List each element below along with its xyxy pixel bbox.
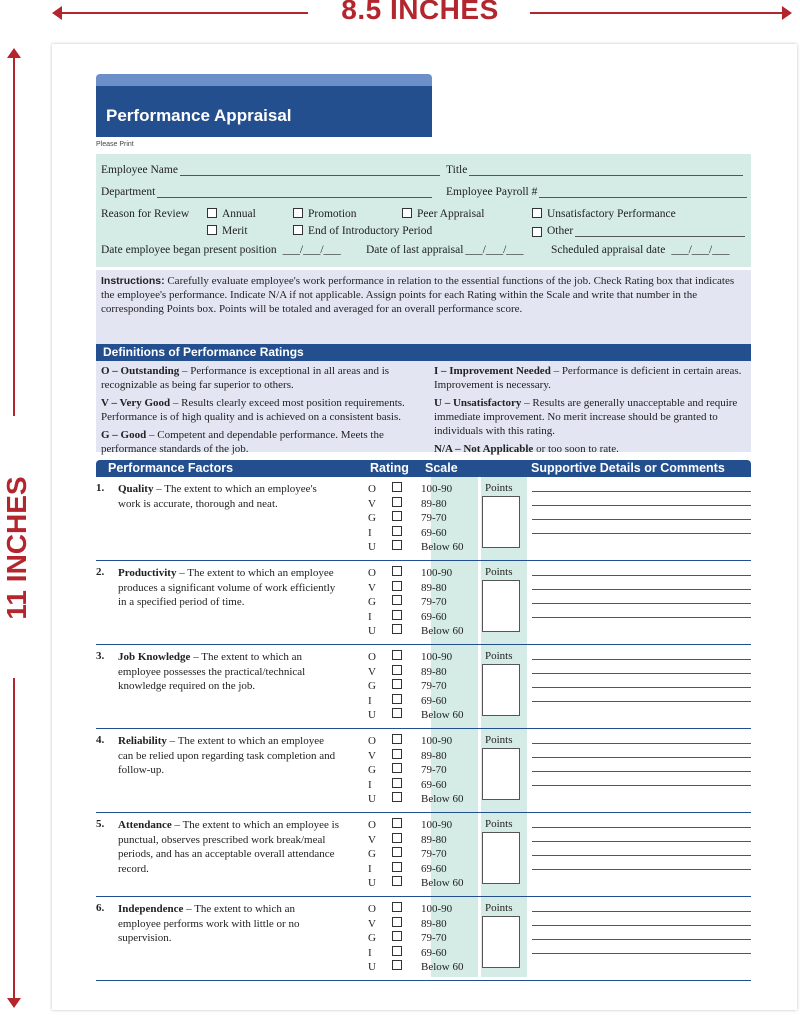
points-input-box[interactable]: [482, 580, 520, 632]
rating-letter: U: [368, 541, 376, 554]
checkbox[interactable]: [207, 208, 217, 218]
factor-name: Independence: [118, 903, 184, 915]
scale-value: 79-70: [421, 932, 447, 945]
scale-value: 89-80: [421, 497, 447, 510]
other-field[interactable]: [575, 225, 745, 237]
factor-text: – The extent to which an employee is punctual, observes prescribed work break/meal periods, and has an acceptable overall attendance record.: [118, 819, 339, 875]
rating-letter: O: [368, 735, 376, 747]
definitions-header: Definitions of Performance Ratings: [96, 344, 751, 361]
rating-letter: V: [368, 581, 376, 594]
reason-merit[interactable]: [207, 225, 248, 237]
scale-value: Below 60: [421, 793, 464, 806]
definitions-left-column: [101, 364, 411, 460]
points-input-box[interactable]: [482, 916, 520, 968]
rating-checkbox[interactable]: [392, 847, 402, 857]
factor-table-header: [96, 460, 751, 477]
rating-checkbox[interactable]: [392, 650, 402, 660]
factor-number: 4.: [96, 734, 105, 746]
scale-value: 100-90: [421, 903, 453, 915]
rating-letter: G: [368, 596, 376, 609]
rating-checkbox[interactable]: [392, 734, 402, 744]
checkbox[interactable]: [532, 208, 542, 218]
rating-checkbox[interactable]: [392, 946, 402, 956]
factor-text: – The extent to which an employee possesses the practical/technical knowledge required on the job.: [118, 651, 306, 692]
date-began-field[interactable]: ___/___/___: [282, 244, 341, 256]
reason-merit-label: Merit: [222, 225, 248, 237]
factor-description: [118, 566, 340, 610]
definition-very-good: V – Very Good – Results clearly exceed most position requirements. Performance is of high quality and is achieved on a consistent basis.: [101, 397, 405, 423]
rating-letter: V: [368, 833, 376, 846]
instructions-text: [101, 274, 746, 316]
scale-value: 89-80: [421, 917, 447, 930]
rating-checkboxes: [392, 734, 402, 807]
points-input-box[interactable]: [482, 832, 520, 884]
comment-line[interactable]: [532, 687, 751, 688]
dimension-line: [13, 678, 15, 1000]
rating-checkboxes: [392, 650, 402, 723]
rating-checkbox[interactable]: [392, 917, 402, 927]
factor-number: 5.: [96, 818, 105, 830]
factor-number: 6.: [96, 902, 105, 914]
rating-checkbox[interactable]: [392, 931, 402, 941]
scale-value: 79-70: [421, 596, 447, 609]
rating-checkbox[interactable]: [392, 694, 402, 704]
rating-checkbox[interactable]: [392, 792, 402, 802]
rating-letter: O: [368, 651, 376, 663]
points-input-box[interactable]: [482, 664, 520, 716]
scale-value: 79-70: [421, 680, 447, 693]
instructions-body: Carefully evaluate employee's work performance in relation to the essential functions of the job. Check Rating box that indicates the employee's performance. Indicate N/A if not applicable. Assign points for each Rating within the Scale and write that number in the corresponding Points box. Points will be totaled and averaged for an overall performance score.: [101, 275, 735, 315]
dimension-line: [13, 56, 15, 416]
rating-checkbox[interactable]: [392, 581, 402, 591]
width-label: 8.5 INCHES: [341, 0, 499, 25]
instructions-label: Instructions:: [101, 275, 165, 287]
rating-letter: O: [368, 819, 376, 831]
scale-value: 100-90: [421, 651, 453, 663]
reason-annual[interactable]: [207, 208, 256, 220]
scale-value: 100-90: [421, 483, 453, 495]
comment-line[interactable]: [532, 841, 751, 842]
rating-checkbox[interactable]: [392, 624, 402, 634]
rating-checkbox[interactable]: [392, 862, 402, 872]
employee-name-label: Employee Name: [101, 164, 178, 176]
scale-value: 100-90: [421, 567, 453, 579]
reason-annual-label: Annual: [222, 208, 256, 220]
points-input-box[interactable]: [482, 748, 520, 800]
dimension-line: [58, 12, 308, 14]
factor-text: – The extent to which an employee produces a significant volume of work efficiently in a specified period of time.: [118, 567, 336, 608]
rating-letters: [368, 566, 376, 639]
scale-value: Below 60: [421, 541, 464, 554]
rating-letters: [368, 818, 376, 891]
rating-letters: [368, 482, 376, 555]
factor-description: [118, 482, 340, 511]
factor-name: Attendance: [118, 819, 172, 831]
factor-number: 3.: [96, 650, 105, 662]
factor-number: 1.: [96, 482, 105, 494]
scale-value: Below 60: [421, 625, 464, 638]
rating-checkbox[interactable]: [392, 665, 402, 675]
arrow-down-icon: [7, 998, 21, 1008]
comment-line[interactable]: [532, 617, 751, 618]
employee-info-section: [96, 154, 751, 267]
rating-checkbox[interactable]: [392, 511, 402, 521]
title-label: Title: [446, 164, 468, 176]
header-rating: Rating: [370, 461, 409, 475]
rating-letter: G: [368, 680, 376, 693]
comment-line[interactable]: [532, 575, 751, 576]
factor-description: [118, 902, 340, 946]
rating-letter: U: [368, 709, 376, 722]
row-divider: [96, 980, 751, 981]
comment-line[interactable]: [532, 911, 751, 912]
header-scale: Scale: [425, 461, 458, 475]
scale-value: 69-60: [421, 694, 447, 707]
factor-description: [118, 650, 340, 694]
comment-line[interactable]: [532, 603, 751, 604]
header-comments: Supportive Details or Comments: [531, 461, 725, 475]
employee-name-field[interactable]: [180, 164, 440, 176]
factor-text: – The extent to which an employee can be relied upon regarding task completion and follow-up.: [118, 735, 336, 776]
height-dimension: [0, 48, 34, 1008]
comment-line[interactable]: [532, 659, 751, 660]
factor-name: Job Knowledge: [118, 651, 191, 663]
form-sheet: [52, 44, 797, 1010]
rating-checkbox[interactable]: [392, 778, 402, 788]
factor-row: [96, 729, 751, 813]
comment-line[interactable]: [532, 505, 751, 506]
rating-letter: I: [368, 526, 372, 539]
definition-unsatisfactory: U – Unsatisfactory – Results are generally unacceptable and require immediate improvement. No merit increase should be granted to individuals with this rating.: [434, 397, 738, 437]
factor-row: [96, 561, 751, 645]
height-label: 11 INCHES: [1, 476, 32, 620]
scale-values: [421, 902, 463, 975]
rating-letter: G: [368, 848, 376, 861]
reason-other-label: Other: [547, 225, 574, 237]
scale-value: 79-70: [421, 764, 447, 777]
comment-line[interactable]: [532, 855, 751, 856]
rating-checkboxes: [392, 818, 402, 891]
rating-letters: [368, 650, 376, 723]
definition-improvement-needed: I – Improvement Needed – Performance is deficient in certain areas. Improvement is necessary.: [434, 365, 742, 391]
reason-promotion[interactable]: [293, 208, 357, 220]
comment-line[interactable]: [532, 491, 751, 492]
reason-end-of-introductory[interactable]: [293, 225, 432, 237]
comment-line[interactable]: [532, 757, 751, 758]
points-label: Points: [485, 734, 513, 746]
comment-line[interactable]: [532, 589, 751, 590]
scale-value: 79-70: [421, 512, 447, 525]
comment-line[interactable]: [532, 785, 751, 786]
points-input-box[interactable]: [482, 496, 520, 548]
title-field[interactable]: [469, 164, 743, 176]
scale-value: 69-60: [421, 778, 447, 791]
comment-line[interactable]: [532, 953, 751, 954]
rating-checkbox[interactable]: [392, 833, 402, 843]
rating-letter: I: [368, 862, 372, 875]
reason-end-intro-label: End of Introductory Period: [308, 225, 433, 237]
rating-letter: O: [368, 903, 376, 915]
scale-values: [421, 650, 463, 723]
scale-value: Below 60: [421, 877, 464, 890]
rating-checkbox[interactable]: [392, 610, 402, 620]
checkbox[interactable]: [293, 225, 303, 235]
factor-name: Quality: [118, 483, 154, 495]
rating-letter: V: [368, 665, 376, 678]
comment-line[interactable]: [532, 827, 751, 828]
rating-letter: I: [368, 694, 372, 707]
rating-letter: V: [368, 497, 376, 510]
points-label: Points: [485, 818, 513, 830]
scale-value: 69-60: [421, 526, 447, 539]
last-appraisal-field[interactable]: ___/___/___: [465, 244, 524, 256]
department-label: Department: [101, 186, 156, 198]
rating-checkbox[interactable]: [392, 679, 402, 689]
reason-peer-label: Peer Appraisal: [417, 208, 485, 220]
scale-values: [421, 734, 463, 807]
comment-line[interactable]: [532, 673, 751, 674]
dimension-line: [530, 12, 786, 14]
factor-row: [96, 897, 751, 981]
rating-letter: I: [368, 946, 372, 959]
scale-value: 89-80: [421, 665, 447, 678]
factor-number: 2.: [96, 566, 105, 578]
definition-outstanding: O – Outstanding – Performance is exceptional in all areas and is recognizable as being far superior to others.: [101, 365, 390, 391]
factor-row: [96, 477, 751, 561]
rating-letter: O: [368, 567, 376, 579]
rating-checkboxes: [392, 482, 402, 555]
rating-checkbox[interactable]: [392, 482, 402, 492]
rating-letter: G: [368, 764, 376, 777]
scale-values: [421, 566, 463, 639]
comment-line[interactable]: [532, 939, 751, 940]
rating-letter: I: [368, 610, 372, 623]
rating-checkbox[interactable]: [392, 818, 402, 828]
rating-letter: G: [368, 512, 376, 525]
comment-line[interactable]: [532, 533, 751, 534]
rating-letter: O: [368, 483, 376, 495]
scale-value: 89-80: [421, 833, 447, 846]
rating-checkbox[interactable]: [392, 595, 402, 605]
factor-name: Reliability: [118, 735, 167, 747]
scale-value: Below 60: [421, 709, 464, 722]
reason-unsatisfactory[interactable]: [532, 208, 676, 220]
employee-name-row: [101, 164, 440, 176]
comment-line[interactable]: [532, 519, 751, 520]
reason-peer-appraisal[interactable]: [402, 208, 484, 220]
rating-checkbox[interactable]: [392, 708, 402, 718]
factor-row: [96, 645, 751, 729]
form-title: Performance Appraisal: [96, 86, 432, 137]
comment-line[interactable]: [532, 869, 751, 870]
rating-letter: V: [368, 917, 376, 930]
scale-value: 69-60: [421, 946, 447, 959]
scale-value: Below 60: [421, 961, 464, 974]
scale-value: 89-80: [421, 581, 447, 594]
factor-name: Productivity: [118, 567, 177, 579]
scale-value: 79-70: [421, 848, 447, 861]
date-began-label: Date employee began present position: [101, 244, 277, 256]
checkbox[interactable]: [207, 225, 217, 235]
please-print-note: Please Print: [96, 141, 134, 148]
header-performance-factors: Performance Factors: [108, 461, 234, 475]
rating-checkbox[interactable]: [392, 526, 402, 536]
checkbox[interactable]: [293, 208, 303, 218]
scheduled-date-label: Scheduled appraisal date: [551, 244, 666, 256]
scheduled-date-row: [551, 244, 729, 256]
points-label: Points: [485, 902, 513, 914]
rating-letter: G: [368, 932, 376, 945]
rating-checkboxes: [392, 902, 402, 975]
date-began-row: [101, 244, 341, 256]
department-row: [101, 186, 432, 198]
arrow-right-icon: [782, 6, 792, 20]
reason-label: Reason for Review: [101, 208, 190, 220]
title-row: [446, 164, 743, 176]
rating-checkbox[interactable]: [392, 497, 402, 507]
scale-value: 89-80: [421, 749, 447, 762]
instructions-section: [96, 270, 751, 455]
last-appraisal-row: [366, 244, 524, 256]
rating-letters: [368, 902, 376, 975]
checkbox[interactable]: [402, 208, 412, 218]
width-dimension: [52, 0, 792, 30]
rating-checkbox[interactable]: [392, 749, 402, 759]
scale-values: [421, 482, 463, 555]
points-label: Points: [485, 566, 513, 578]
payroll-row: [446, 186, 747, 198]
factor-text: – The extent to which an employee's work is accurate, thorough and neat.: [118, 483, 317, 510]
rating-letters: [368, 734, 376, 807]
comment-line[interactable]: [532, 701, 751, 702]
scale-value: 69-60: [421, 862, 447, 875]
scheduled-date-field[interactable]: ___/___/___: [671, 244, 730, 256]
reason-other[interactable]: [532, 225, 745, 237]
factor-text: – The extent to which an employee performs work with little or no supervision.: [118, 903, 300, 944]
comment-line[interactable]: [532, 743, 751, 744]
factor-description: [118, 818, 340, 876]
reason-unsatisfactory-label: Unsatisfactory Performance: [547, 208, 676, 220]
reason-promotion-label: Promotion: [308, 208, 357, 220]
comment-line[interactable]: [532, 925, 751, 926]
rating-checkbox[interactable]: [392, 566, 402, 576]
rating-checkbox[interactable]: [392, 876, 402, 886]
last-appraisal-label: Date of last appraisal: [366, 244, 464, 256]
rating-letter: U: [368, 961, 376, 974]
rating-letter: U: [368, 625, 376, 638]
rating-checkbox[interactable]: [392, 763, 402, 773]
title-bar: [96, 74, 432, 137]
rating-letter: U: [368, 793, 376, 806]
department-field[interactable]: [157, 186, 432, 198]
definition-not-applicable: N/A – Not Applicable or too soon to rate.: [434, 443, 619, 455]
rating-letter: V: [368, 749, 376, 762]
checkbox[interactable]: [532, 227, 542, 237]
rating-checkbox[interactable]: [392, 540, 402, 550]
scale-value: 69-60: [421, 610, 447, 623]
rating-letter: U: [368, 877, 376, 890]
title-accent-strip: [96, 74, 432, 86]
factor-row: [96, 813, 751, 897]
comment-line[interactable]: [532, 771, 751, 772]
scale-value: 100-90: [421, 819, 453, 831]
rating-checkbox[interactable]: [392, 902, 402, 912]
scale-values: [421, 818, 463, 891]
definition-good: G – Good – Competent and dependable performance. Meets the performance standards of the job.: [101, 429, 384, 455]
rating-checkboxes: [392, 566, 402, 639]
rating-checkbox[interactable]: [392, 960, 402, 970]
points-label: Points: [485, 650, 513, 662]
points-label: Points: [485, 482, 513, 494]
payroll-field[interactable]: [539, 186, 747, 198]
scale-value: 100-90: [421, 735, 453, 747]
payroll-label: Employee Payroll #: [446, 186, 538, 198]
definitions-right-column: [434, 364, 744, 460]
factor-description: [118, 734, 340, 778]
rating-letter: I: [368, 778, 372, 791]
